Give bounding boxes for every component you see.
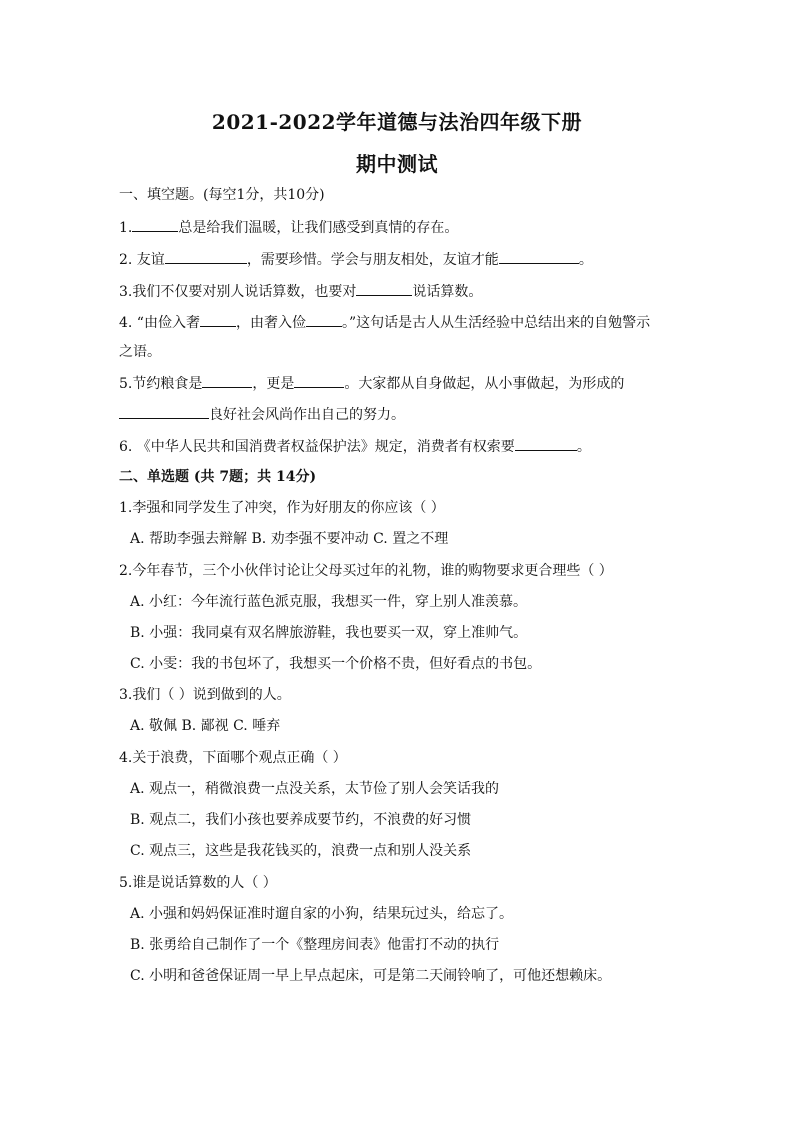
page-title: 2021-2022学年道德与法治四年级下册: [211, 110, 583, 134]
choice-question-1: 1.李强和同学发生了冲突，作为好朋友的你应该（ ）: [119, 500, 445, 516]
choice-option-2a[interactable]: A. 小红：今年流行蓝色派克服，我想买一件，穿上别人准羡慕。: [130, 594, 528, 610]
answer-blank[interactable]: [165, 250, 247, 264]
answer-blank[interactable]: [202, 374, 252, 388]
fill-question-1: 1. 总是给我们温暖，让我们感受到真情的存在。: [119, 220, 459, 236]
choice-option-4c[interactable]: C. 观点三，这些是我花钱买的，浪费一点和别人没关系: [130, 843, 472, 859]
choice-option-5b[interactable]: B. 张勇给自己制作了一个《整理房间表》他雷打不动的执行: [130, 937, 500, 953]
fill-question-6: 6. 《中华人民共和国消费者权益保护法》规定，消费者有权索要 。: [119, 439, 591, 455]
fill-question-5: 5.节约粮食是 ，更是 。大家都从自身做起，从小事做起，为形成的: [119, 376, 625, 392]
choice-question-3: 3.我们（ ）说到做到的人。: [119, 687, 291, 703]
answer-blank[interactable]: [119, 405, 209, 419]
page-subtitle: 期中测试: [356, 152, 438, 176]
answer-blank[interactable]: [200, 313, 236, 327]
choice-question-4: 4.关于浪费，下面哪个观点正确（ ）: [119, 750, 347, 766]
choice-option-4b[interactable]: B. 观点二，我们小孩也要养成要节约，不浪费的好习惯: [130, 812, 472, 828]
choice-option-4a[interactable]: A. 观点一，稍微浪费一点没关系，太节俭了别人会笑话我的: [130, 781, 500, 797]
answer-blank[interactable]: [306, 313, 342, 327]
choice-option-5c[interactable]: C. 小明和爸爸保证周一早上早点起床，可是第二天闹铃响了，可他还想赖床。: [130, 968, 612, 984]
answer-blank[interactable]: [515, 437, 577, 451]
choice-option-2b[interactable]: B. 小强：我同桌有双名牌旅游鞋，我也要买一双，穿上准帅气。: [130, 625, 528, 641]
fill-question-5-cont: 良好社会风尚作出自己的努力。: [119, 405, 405, 424]
fill-question-2: 2. 友谊 ，需要珍惜。学会与朋友相处，友谊才能 。: [119, 252, 593, 268]
fill-question-3: 3.我们不仅要对别人说话算数，也要对 说话算数。: [119, 284, 483, 300]
choice-option-5a[interactable]: A. 小强和妈妈保证准时遛自家的小狗，结果玩过头，给忘了。: [130, 906, 514, 922]
choice-options-3[interactable]: A. 敬佩 B. 鄙视 C. 唾弃: [130, 718, 281, 734]
fill-question-4-cont: 之语。: [119, 344, 161, 360]
answer-blank[interactable]: [356, 282, 412, 296]
answer-blank[interactable]: [294, 374, 344, 388]
section1-heading: 一、填空题。(每空1分，共10分): [119, 187, 325, 203]
choice-options-1[interactable]: A. 帮助李强去辩解 B. 劝李强不要冲动 C. 置之不理: [130, 531, 449, 547]
choice-question-5: 5.谁是说话算数的人（ ）: [119, 875, 277, 891]
answer-blank[interactable]: [132, 218, 178, 232]
choice-question-2: 2.今年春节，三个小伙伴讨论让父母买过年的礼物，谁的购物要求更合理些（ ）: [119, 563, 613, 579]
answer-blank[interactable]: [499, 250, 579, 264]
fill-question-4: 4. “由俭入奢 ，由奢入俭 。”这句话是古人从生活经验中总结出来的自勉警示: [119, 315, 651, 331]
section2-heading: 二、单选题 (共 7题；共 14分): [119, 469, 317, 485]
choice-option-2c[interactable]: C. 小雯：我的书包坏了，我想买一个价格不贵，但好看点的书包。: [130, 656, 542, 672]
